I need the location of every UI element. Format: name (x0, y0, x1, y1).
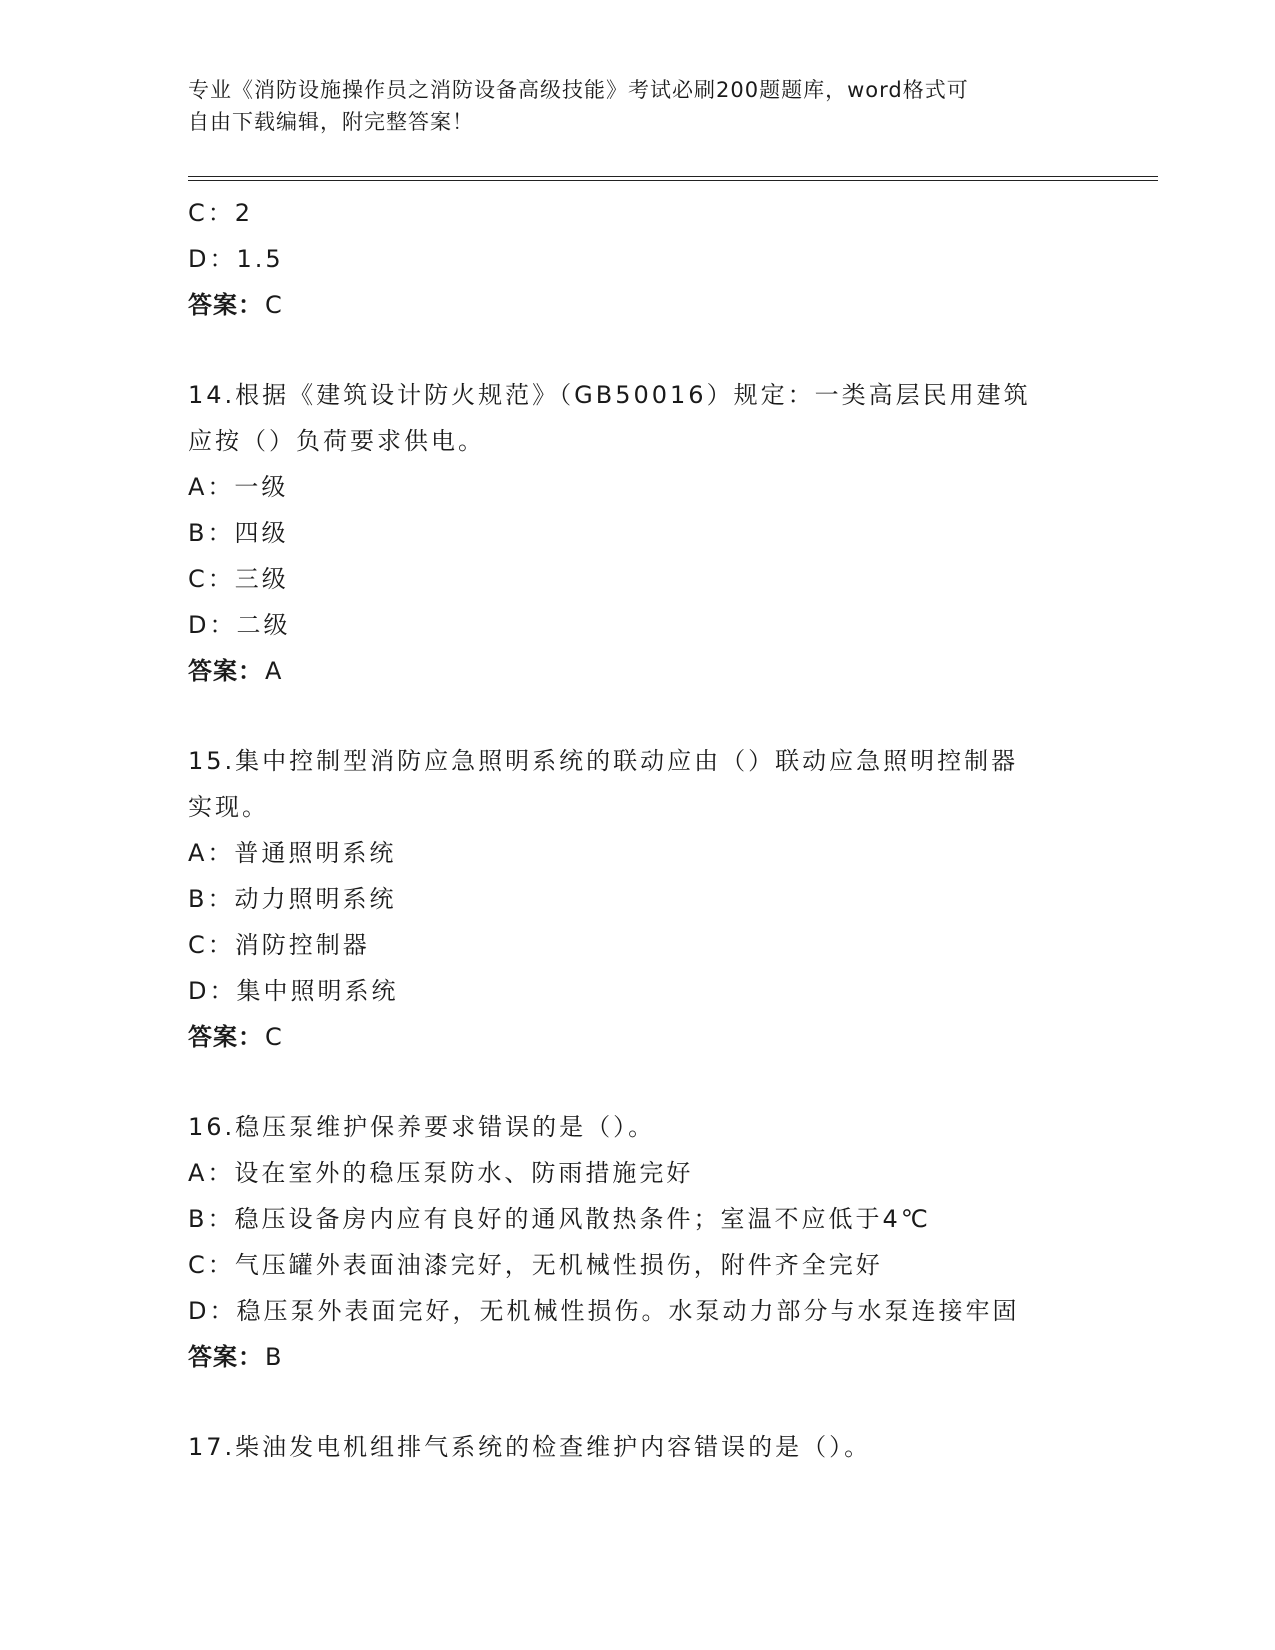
question-text-line: 实现。 (188, 793, 269, 821)
question-text-line: 14.根据《建筑设计防火规范》（GB50016）规定：一类高层民用建筑 (188, 381, 1031, 409)
answer-label: 答案： (188, 1343, 263, 1371)
option-d: D：稳压泵外表面完好，无机械性损伤。水泵动力部分与水泵连接牢固 (188, 1297, 1020, 1325)
option-d: D：集中照明系统 (188, 977, 399, 1005)
option-b: B：稳压设备房内应有良好的通风散热条件；室温不应低于4℃ (188, 1205, 931, 1233)
answer-line (188, 648, 1078, 694)
continued-question (188, 190, 1078, 328)
header-line-2: 自由下载编辑，附完整答案！ (188, 110, 474, 134)
answer-label: 答案： (188, 657, 263, 685)
question-content (188, 190, 1078, 1470)
option-b: B：动力照明系统 (188, 885, 397, 913)
option-b: B：四级 (188, 519, 289, 547)
answer-line (188, 1334, 1078, 1380)
option-c: C：2 (188, 199, 254, 227)
answer-value: C (265, 291, 283, 319)
answer-line (188, 1014, 1078, 1060)
answer-label: 答案： (188, 1023, 263, 1051)
option-a: A：一级 (188, 473, 289, 501)
question-16 (188, 1104, 1078, 1380)
option-d: D：1.5 (188, 245, 284, 273)
question-text-line: 应按（）负荷要求供电。 (188, 427, 485, 455)
answer-line (188, 282, 1078, 328)
option-c: C：消防控制器 (188, 931, 370, 959)
question-text-line: 16.稳压泵维护保养要求错误的是（）。 (188, 1113, 656, 1141)
question-14 (188, 372, 1078, 694)
option-a: A：设在室外的稳压泵防水、防雨措施完好 (188, 1159, 694, 1187)
option-d: D：二级 (188, 611, 291, 639)
option-c: C：三级 (188, 565, 289, 593)
option-a: A：普通照明系统 (188, 839, 397, 867)
option-c: C：气压罐外表面油漆完好，无机械性损伤，附件齐全完好 (188, 1251, 883, 1279)
answer-label: 答案： (188, 291, 263, 319)
question-text-line: 15.集中控制型消防应急照明系统的联动应由（）联动应急照明控制器 (188, 747, 1019, 775)
header-divider-bottom (188, 180, 1158, 181)
header-line-1: 专业《消防设施操作员之消防设备高级技能》考试必刷200题题库，word格式可 (188, 78, 969, 102)
header-divider-top (188, 176, 1158, 177)
question-15 (188, 738, 1078, 1060)
question-17 (188, 1424, 1078, 1470)
answer-value: A (265, 657, 283, 685)
answer-value: C (265, 1023, 283, 1051)
document-header (188, 74, 1068, 138)
question-text-line: 17.柴油发电机组排气系统的检查维护内容错误的是（）。 (188, 1433, 872, 1461)
answer-value: B (265, 1343, 283, 1371)
